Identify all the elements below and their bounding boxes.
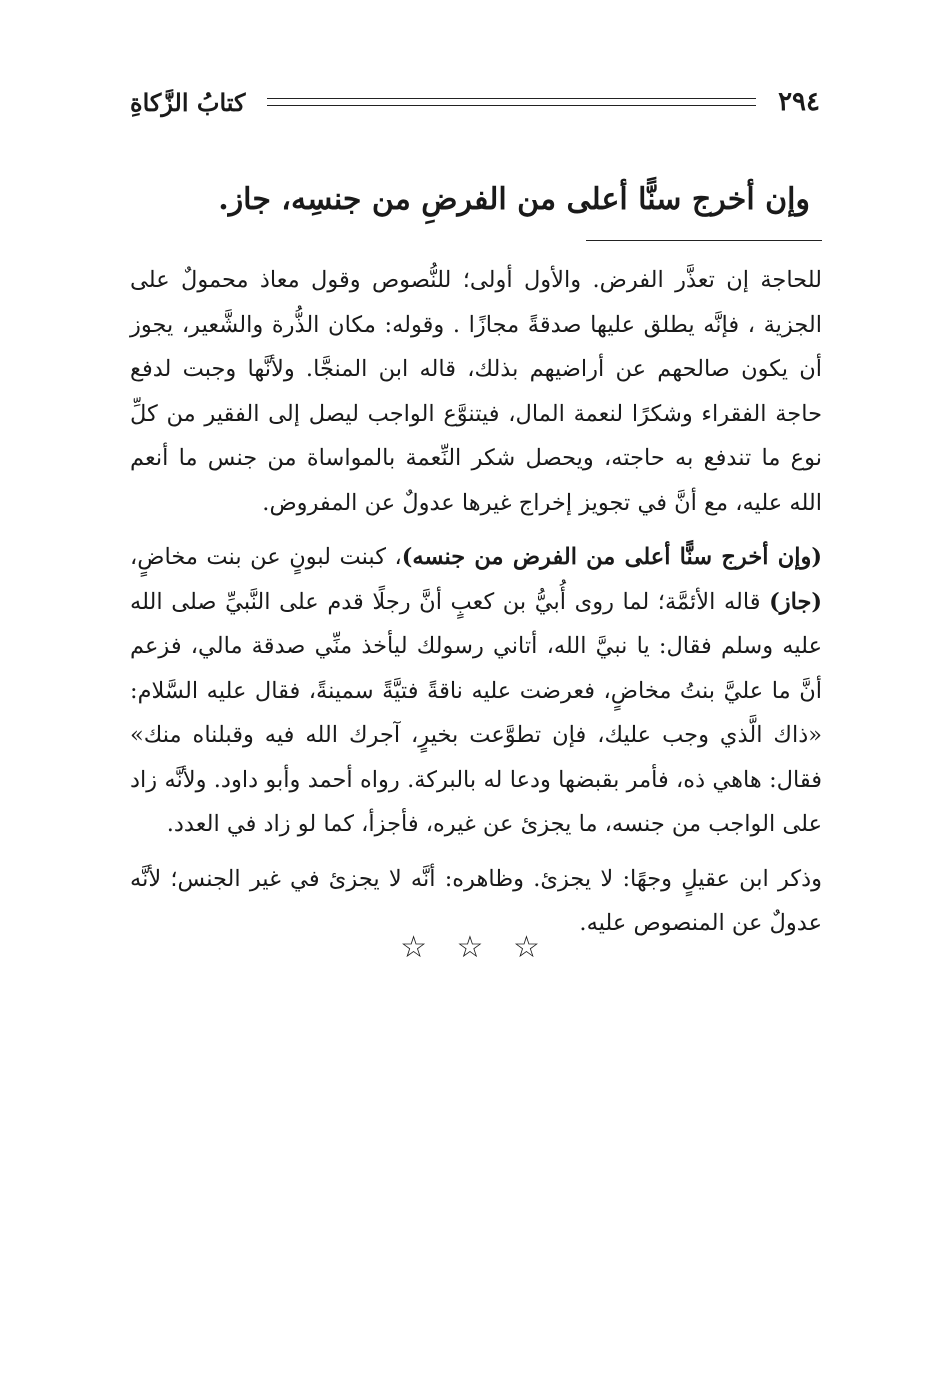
running-header (130, 82, 820, 122)
commentary-paragraph-3: وذكر ابن عقيلٍ وجهًا: لا يجزئ. وظاهره: أنَّه لا يجزئ في غير الجنس؛ لأنَّه عدولٌ عن المنصوص عليه. (130, 865, 822, 936)
paragraph-text: ، كبنت لبونٍ عن بنت مخاضٍ، (130, 544, 402, 570)
section-end-stars: ☆ ☆ ☆ (400, 930, 550, 965)
page-number: ٢٩٤ (778, 87, 820, 117)
quoted-matn: (وإن أخرج سنًّا أعلى من الفرض من جنسه) (401, 544, 822, 570)
header-double-rule (267, 98, 756, 106)
book-title: كتابُ الزَّكاةِ (130, 87, 246, 117)
paragraph-text: قاله الأئمَّة؛ لما روى أُبيُّ بن كعبٍ أنَّ رجلًا قدم على النَّبيِّ صلى الله عليه وسلم فقال: يا نبيَّ الله، أتاني رسولك ليأخذ منِّي صدقة مالي، فزعم أنَّ ما عليَّ بنتُ مخاضٍ، فعرضت عليه ناقةً فتيَّةً سمينةً، فقال عليه السَّلام: «ذاك الَّذي وجب عليك، فإن تطوَّعت بخيرٍ، آجرك الله فيه وقبلناه منك» فقال: هاهي ذه، فأمر بقبضها ودعا له بالبركة. رواه أحمد وأبو داود. ولأنَّه زاد على الواجب من جنسه، ما يجزئ عن غيره، فأجزأ، كما لو زاد في العدد. (130, 588, 822, 837)
quoted-matn-jaz: (جاز) (769, 588, 822, 615)
matn-separator-rule (586, 240, 822, 241)
commentary-paragraph-1: للحاجة إن تعذَّر الفرض. والأول أولى؛ للنُّصوص وقول معاذ محمولٌ على الجزية ، فإنَّه يطلق عليها صدقةً مجازًا . وقوله: مكان الذُّرة والشَّعير، يجوز أن يكون صالحهم عن أراضيهم بذلك، قاله ابن المنجَّا. ولأنَّها وجبت لدفع حاجة الفقراء وشكرًا لنعمة المال، فيتنوَّع الواجب ليصل إلى الفقير من كلِّ نوع ما تندفع به حاجته، ويحصل شكر النِّعمة بالمواساة من جنس ما أنعم الله عليه، مع أنَّ في تجويز إخراج غيرها عدولٌ عن المفروض. (130, 267, 822, 516)
commentary-body (130, 258, 822, 956)
matn-heading: وإن أخرج سنًّا أعلى من الفرضِ من جنسِه، جاز. (218, 182, 810, 217)
commentary-paragraph-2 (130, 535, 822, 847)
